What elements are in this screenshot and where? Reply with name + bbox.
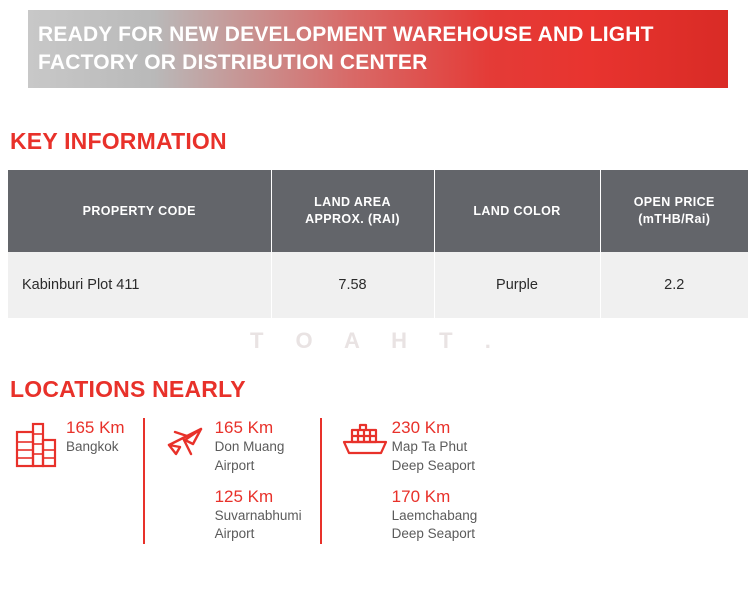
- locations-heading: LOCATIONS NEARLY: [10, 376, 246, 402]
- location-place: [215, 507, 302, 543]
- column-header-land-color: [434, 170, 600, 252]
- column-header-land-area-line-1: LAND AREA: [314, 195, 391, 210]
- cell-property-code: Kabinburi Plot 411: [8, 252, 271, 318]
- key-information-heading: KEY INFORMATION: [10, 128, 227, 154]
- location-place-line-2: Airport: [214, 526, 255, 542]
- column-header-open-price-line-2: (mTHB/Rai): [638, 212, 711, 226]
- watermark: T O A H T .: [250, 328, 504, 353]
- location-place: Bangkok: [66, 439, 119, 455]
- table-header: [8, 170, 748, 252]
- location-place: [215, 438, 302, 474]
- location-place-line-1: Don Muang: [214, 439, 285, 455]
- location-entries-seaports: [386, 418, 478, 544]
- location-entry: [215, 487, 302, 544]
- locations-list: [14, 418, 744, 544]
- location-group-bangkok: [14, 418, 139, 473]
- location-entry: [392, 487, 478, 544]
- key-information-table: [8, 170, 748, 318]
- location-group-airports: [143, 418, 316, 544]
- location-place-line-1: Map Ta Phut: [391, 439, 468, 455]
- cell-land-color: Purple: [434, 252, 600, 318]
- location-entry: [215, 418, 302, 475]
- column-header-open-price: [600, 170, 748, 252]
- table-header-row: [8, 170, 748, 252]
- location-distance: 165 Km: [214, 418, 274, 437]
- location-place: [392, 507, 478, 543]
- location-distance: 170 Km: [391, 486, 451, 506]
- banner-title: READY FOR NEW DEVELOPMENT WAREHOUSE AND LIGHT FACTORY OR DISTRIBUTION CENTER: [38, 23, 654, 74]
- location-entries-airports: [209, 418, 302, 544]
- column-header-land-color-line-1: LAND COLOR: [473, 203, 561, 218]
- location-entry: [66, 418, 125, 457]
- city-buildings-icon: [14, 418, 60, 473]
- airplane-icon: [163, 418, 209, 469]
- location-place-line-2: Airport: [214, 457, 255, 473]
- location-distance: 165 Km: [66, 418, 125, 437]
- location-place: [392, 438, 478, 474]
- location-place-line-2: Deep Seaport: [391, 526, 475, 542]
- location-entry: [392, 418, 478, 475]
- location-place-line-1: Suvarnabhumi: [214, 508, 302, 524]
- table-body: [8, 252, 748, 318]
- column-header-property-code: [8, 170, 271, 252]
- cell-land-area: 7.58: [271, 252, 434, 318]
- header-banner: [28, 10, 728, 88]
- column-header-land-area: [271, 170, 434, 252]
- location-group-seaports: [320, 418, 492, 544]
- cell-open-price: 2.2: [600, 252, 748, 318]
- column-header-land-area-line-2: APPROX. (RAI): [305, 212, 400, 226]
- location-place-line-1: Laemchabang: [391, 508, 478, 524]
- column-header-open-price-line-1: OPEN PRICE: [633, 195, 715, 210]
- table-row: [8, 252, 748, 318]
- location-entries-bangkok: [60, 418, 125, 457]
- location-distance: 125 Km: [214, 486, 274, 506]
- location-distance: 230 Km: [391, 418, 451, 437]
- cargo-ship-icon: [340, 418, 386, 465]
- column-header-property-code-line-1: PROPERTY CODE: [82, 203, 196, 218]
- location-place-line-2: Deep Seaport: [391, 457, 475, 473]
